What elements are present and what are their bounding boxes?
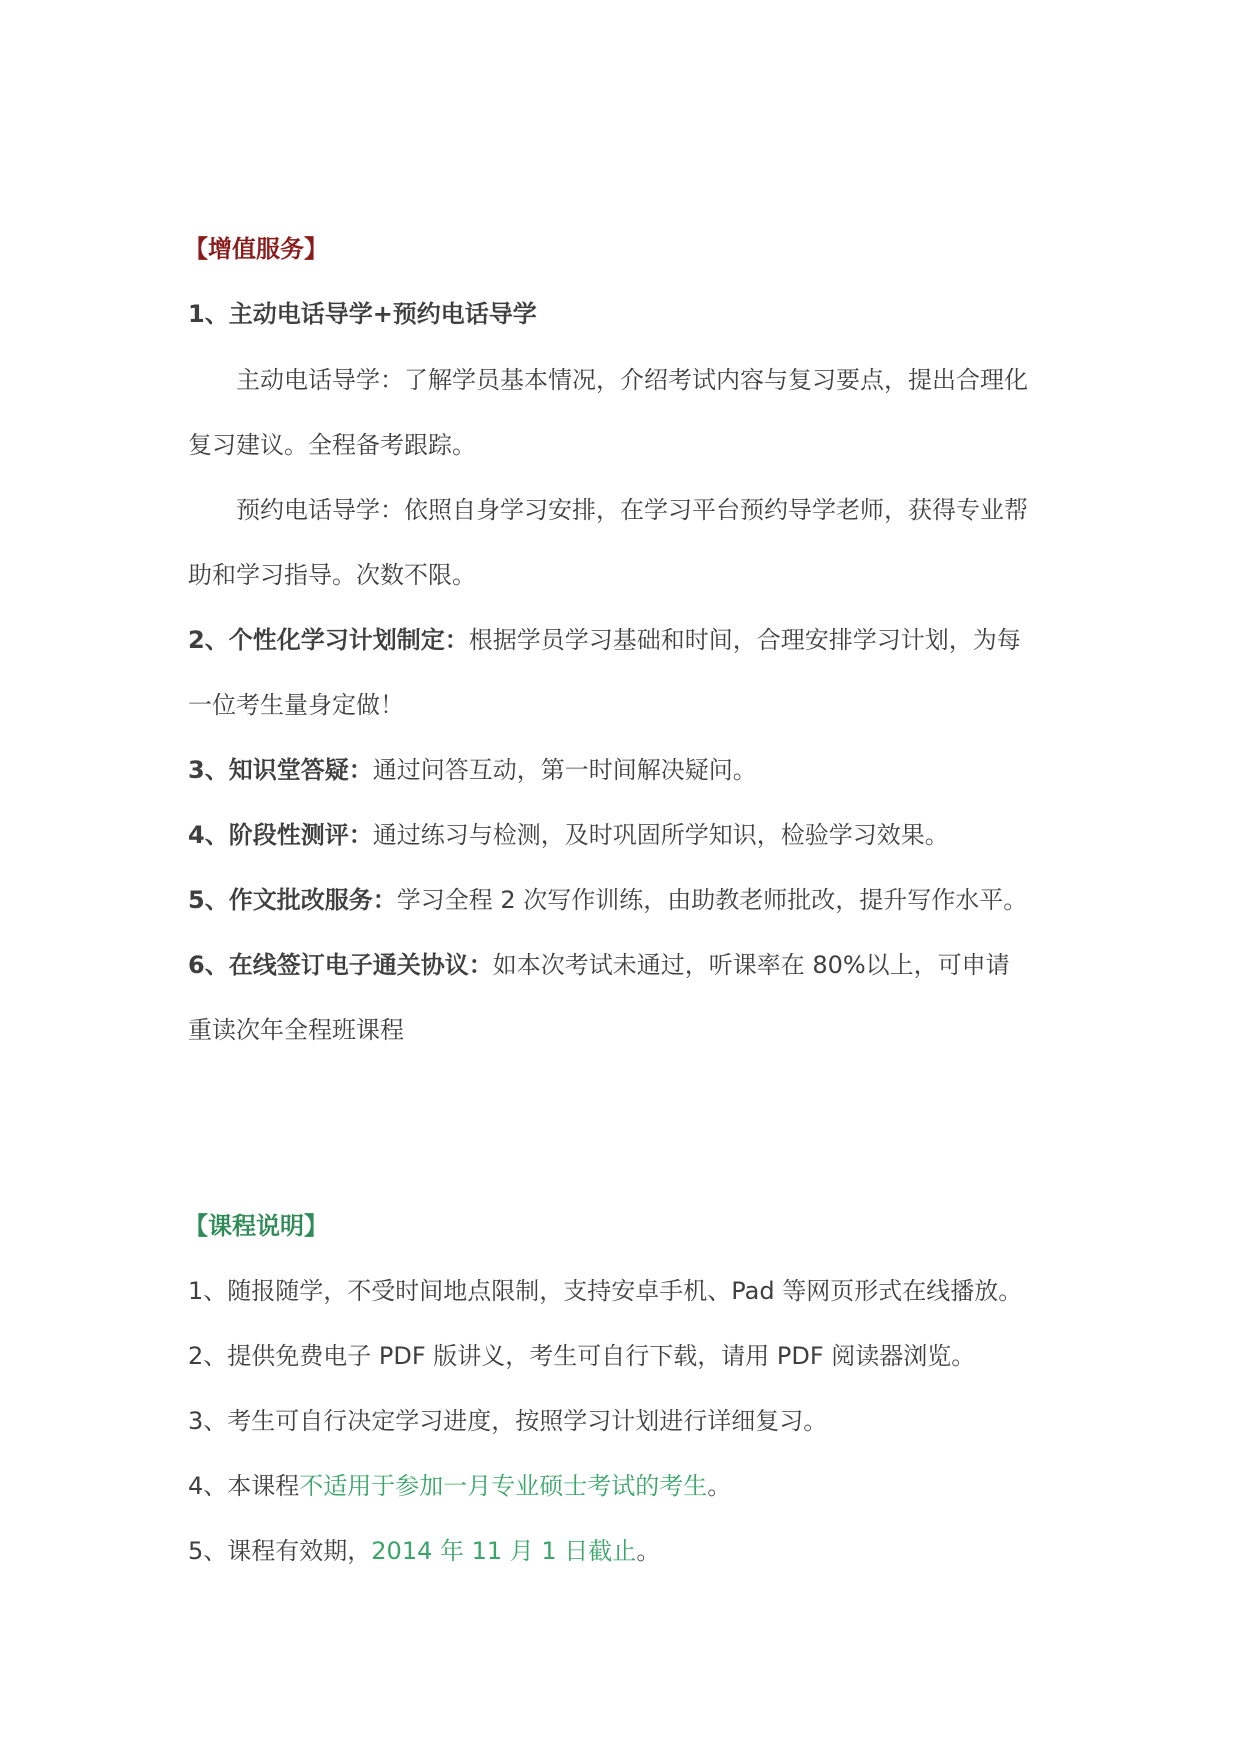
service-6-text: 如本次考试未通过，听课率在 80%以上，可申请 (492, 951, 1010, 979)
course-note-5-suffix: 。 (636, 1537, 661, 1565)
service-4 (188, 818, 1068, 852)
course-note-4-suffix: 。 (707, 1472, 732, 1500)
service-1-paragraph-1-line-1: 主动电话导学：了解学员基本情况，介绍考试内容与复习要点，提出合理化 (236, 366, 1028, 394)
service-1-paragraph-1-line-2: 复习建议。全程备考跟踪。 (188, 431, 476, 459)
section-title-value-added-services: 【增值服务】 (184, 235, 328, 263)
service-5-text: 学习全程 2 次写作训练，由助教老师批改，提升写作水平。 (396, 886, 1028, 914)
service-1-paragraph-2-line-1: 预约电话导学：依照自身学习安排，在学习平台预约导学老师，获得专业帮 (236, 496, 1028, 524)
service-4-label: 4、阶段性测评： (188, 821, 373, 849)
service-1-paragraph-2-line-2: 助和学习指导。次数不限。 (188, 561, 476, 589)
course-note-4 (188, 1469, 1068, 1503)
service-2-line-1 (188, 623, 1068, 657)
course-note-5-highlight: 2014 年 11 月 1 日截止 (371, 1537, 637, 1565)
service-2-text: 根据学员学习基础和时间，合理安排学习计划，为每 (468, 626, 1021, 654)
service-3 (188, 753, 1068, 787)
service-5 (188, 883, 1068, 917)
course-note-2: 2、提供免费电子 PDF 版讲义，考生可自行下载，请用 PDF 阅读器浏览。 (188, 1342, 976, 1370)
service-2-line-2: 一位考生量身定做！ (188, 691, 404, 719)
service-6-line-1 (188, 948, 1068, 982)
course-note-5 (188, 1534, 1068, 1568)
course-note-1: 1、随报随学，不受时间地点限制，支持安卓手机、Pad 等网页形式在线播放。 (188, 1277, 1023, 1305)
service-4-text: 通过练习与检测，及时巩固所学知识，检验学习效果。 (372, 821, 949, 849)
service-6-line-2: 重读次年全程班课程 (188, 1016, 404, 1044)
course-note-3: 3、考生可自行决定学习进度，按照学习计划进行详细复习。 (188, 1407, 828, 1435)
course-note-5-prefix: 5、课程有效期， (188, 1537, 372, 1565)
service-2-label: 2、个性化学习计划制定： (188, 626, 469, 654)
course-note-4-highlight: 不适用于参加一月专业硕士考试的考生 (299, 1472, 708, 1500)
service-3-label: 3、知识堂答疑： (188, 756, 373, 784)
service-6-label: 6、在线签订电子通关协议： (188, 951, 493, 979)
section-title-course-description: 【课程说明】 (184, 1212, 328, 1240)
course-note-4-prefix: 4、本课程 (188, 1472, 300, 1500)
service-3-text: 通过问答互动，第一时间解决疑问。 (372, 756, 757, 784)
service-5-label: 5、作文批改服务： (188, 886, 397, 914)
service-1-title: 1、主动电话导学+预约电话导学 (188, 300, 537, 328)
